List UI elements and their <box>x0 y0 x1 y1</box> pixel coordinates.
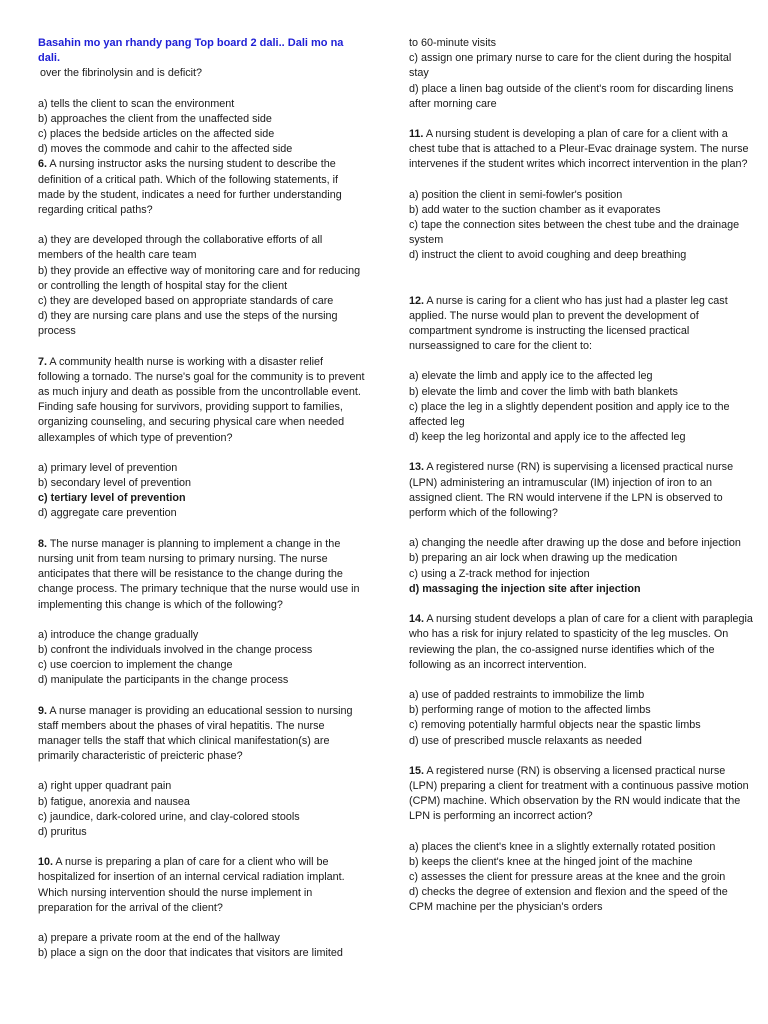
fragment-choice-d: d) moves the commode and cahir to the affected side <box>38 143 293 156</box>
choice-c: c) assign one primary nurse to care for the client during the hospital stay <box>409 52 732 80</box>
choice-d: d) manipulate the participants in the change process <box>38 674 289 687</box>
choice-d: d) keep the leg horizontal and apply ice to the affected leg <box>409 431 686 444</box>
choice-b: b) secondary level of prevention <box>38 477 192 490</box>
question-stem: A nursing student develops a plan of care for a client with paraplegia who has a risk for injury related to spasticity of the leg muscles. On reviewing the plan, the co-assigned nurse identifies which of the following as an incorrect intervention. <box>409 613 753 671</box>
choice-a: a) places the client's knee in a slightly externally rotated position <box>409 840 716 853</box>
left-column <box>38 36 368 961</box>
question-6 <box>38 157 368 339</box>
choice-b: b) confront the individuals involved in the change process <box>38 643 313 656</box>
choice-a: a) use of padded restraints to immobilize the limb <box>409 688 645 701</box>
choice-c: c) using a Z-track method for injection <box>409 567 590 580</box>
question-number: 14. <box>409 613 425 626</box>
question-number: 7. <box>38 355 48 368</box>
choice-b: b) fatigue, anorexia and nausea <box>38 795 190 808</box>
choice-b: b) elevate the limb and cover the limb with bath blankets <box>409 385 678 398</box>
choice-c: c) tape the connection sites between the chest tube and the drainage system <box>409 219 740 247</box>
choice-b: b) keeps the client's knee at the hinged joint of the machine <box>409 855 693 868</box>
right-column <box>409 36 753 916</box>
question-number: 15. <box>409 764 425 777</box>
question-13 <box>409 460 753 597</box>
choice-d: d) checks the degree of extension and flexion and the speed of the CPM machine per the physician's orders <box>409 886 728 914</box>
choice-d: d) aggregate care prevention <box>38 507 177 520</box>
question-number: 9. <box>38 704 48 717</box>
choice-a: a) right upper quadrant pain <box>38 780 172 793</box>
question-stem: A nursing instructor asks the nursing student to describe the definition of a critical path. Which of the following statements, if made by the student, indicates a need for further understanding regarding critical paths? <box>38 158 342 217</box>
choice-d: d) use of prescribed muscle relaxants as needed <box>409 734 642 747</box>
question-number: 12. <box>409 294 425 307</box>
question-stem: A nurse is caring for a client who has just had a plaster leg cast applied. The nurse would plan to prevent the development of compartment syndrome is instructing the licensed practical nurseassigned to care for the client to: <box>409 294 728 353</box>
question-10-continued <box>409 36 753 112</box>
fragment-question-tail: over the fibrinolysin and is deficit? <box>40 67 203 80</box>
choice-b: b) add water to the suction chamber as it evaporates <box>409 203 661 216</box>
question-11 <box>409 127 753 264</box>
choice-b-continued: to 60-minute visits <box>409 37 497 49</box>
choice-c: c) jaundice, dark-colored urine, and clay-colored stools <box>38 810 300 823</box>
choice-a: a) changing the needle after drawing up the dose and before injection <box>409 537 741 550</box>
choice-d: d) they are nursing care plans and use the steps of the nursing process <box>38 310 338 338</box>
question-stem: A nurse is preparing a plan of care for a client who will be hospitalized for insertion of an internal cervical radiation implant. Which nursing intervention should the nurse implement in preparation for the arrival of the client? <box>38 856 345 914</box>
choice-a: a) they are developed through the collaborative efforts of all members of the health care team <box>38 234 323 262</box>
question-stem: A nursing student is developing a plan of care for a client with a chest tube that is attached to a Pleur-Evac drainage system. The nurse intervenes if the student writes which incorrect intervention in the plan? <box>409 128 749 171</box>
fragment-choice-c: c) places the bedside articles on the affected side <box>38 128 275 141</box>
choice-d: d) pruritus <box>38 825 87 838</box>
choice-b: b) they provide an effective way of monitoring care and for reducing or controlling the length of hospital stay for the client <box>38 264 361 292</box>
question-number: 6. <box>38 158 48 171</box>
choice-b: b) place a sign on the door that indicates that visitors are limited <box>38 947 343 960</box>
document-header-note: Basahin mo yan rhandy pang Top board 2 dali.. Dali mo na dali. <box>38 37 344 65</box>
question-15 <box>409 764 753 916</box>
question-9 <box>38 704 368 841</box>
choice-d: d) place a linen bag outside of the client's room for discarding linens after morning care <box>409 82 734 110</box>
choice-d: d) instruct the client to avoid coughing and deep breathing <box>409 249 687 262</box>
choice-a: a) position the client in semi-fowler's position <box>409 188 623 201</box>
question-number: 10. <box>38 856 54 869</box>
choice-a: a) introduce the change gradually <box>38 628 199 641</box>
choice-c-answer: c) tertiary level of prevention <box>38 492 186 505</box>
choice-c: c) removing potentially harmful objects near the spastic limbs <box>409 719 701 732</box>
question-number: 8. <box>38 537 48 550</box>
choice-a: a) elevate the limb and apply ice to the affected leg <box>409 370 653 383</box>
question-10 <box>38 855 368 961</box>
choice-c: c) they are developed based on appropriate standards of care <box>38 295 334 308</box>
question-14 <box>409 612 753 749</box>
fragment-choice-b: b) approaches the client from the unaffected side <box>38 112 272 125</box>
choice-b: b) preparing an air lock when drawing up the medication <box>409 552 678 565</box>
choice-d-answer: d) massaging the injection site after injection <box>409 582 641 595</box>
question-7 <box>38 355 368 522</box>
question-8 <box>38 537 368 689</box>
question-stem: A registered nurse (RN) is supervising a licensed practical nurse (LPN) administering an intramuscular (IM) injection of iron to an assigned client. The RN would intervene if the LPN is observed to perform which of the following? <box>409 461 734 520</box>
fragment-choice-a: a) tells the client to scan the environment <box>38 97 235 110</box>
question-number: 11. <box>409 128 424 141</box>
choice-c: c) assesses the client for pressure areas at the knee and the groin <box>409 870 726 883</box>
question-stem: A nurse manager is providing an educational session to nursing staff members about the phases of viral hepatitis. The nurse manager tells the staff that which clinical manifestation(s) are primarily characteristic of preicteric phase? <box>38 704 353 763</box>
choice-b: b) performing range of motion to the affected limbs <box>409 704 651 717</box>
question-stem: A community health nurse is working with a disaster relief following a tornado. The nurse's goal for the community is to prevent as much injury and death as possible from the uncontrollable event. Finding safe housing for survivors, providing support to families, organizing counseling, and securing physical care when needed allexamples of which type of prevention? <box>38 355 365 444</box>
choice-c: c) place the leg in a slightly dependent position and apply ice to the affected leg <box>409 400 730 429</box>
choice-a: a) primary level of prevention <box>38 461 178 474</box>
question-12 <box>409 294 753 446</box>
choice-a: a) prepare a private room at the end of the hallway <box>38 931 280 944</box>
question-number: 13. <box>409 461 425 474</box>
choice-c: c) use coercion to implement the change <box>38 659 233 672</box>
question-stem: The nurse manager is planning to implement a change in the nursing unit from team nursing to primary nursing. The nurse anticipates that there will be resistance to the change during the change process. The primary technique that the nurse would use in implementing this change is which of the following? <box>38 537 360 611</box>
question-stem: A registered nurse (RN) is observing a licensed practical nurse (LPN) preparing a client for treatment with a continuous passive motion (CPM) machine. Which observation by the RN would indicate that the LPN is performing an incorrect action? <box>409 764 749 823</box>
